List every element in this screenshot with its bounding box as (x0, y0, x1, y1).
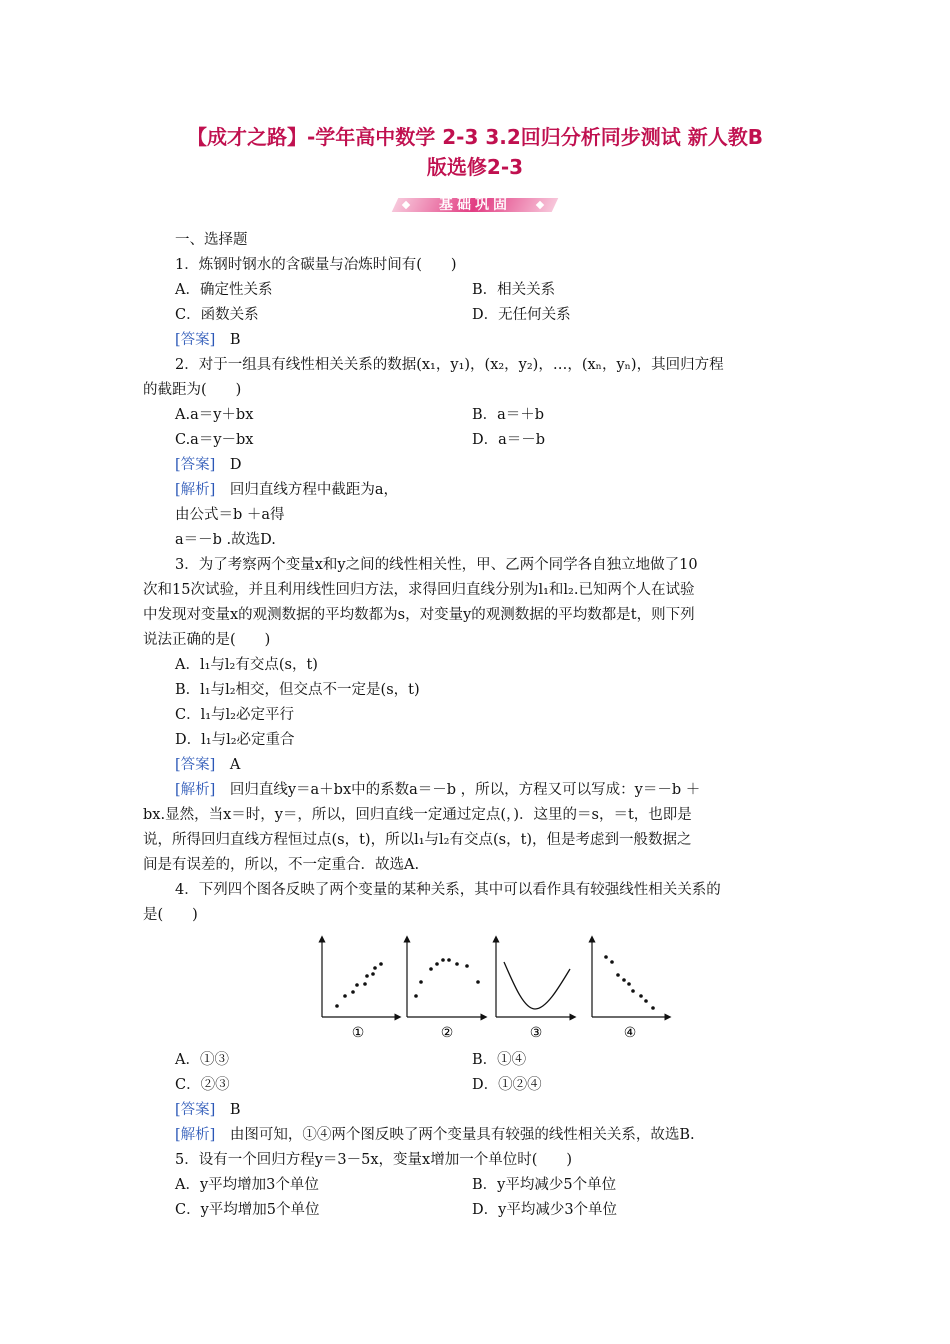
figure-1-point (379, 962, 383, 966)
figure-4-point (644, 999, 648, 1003)
q3-analysis-2: bx.显然，当x＝时，y＝，所以，回归直线一定通过定点(，)．这里的＝s，＝t，也即是 (143, 807, 692, 823)
q4-option-b: B．①④ (472, 1052, 527, 1068)
q4-figures (310, 935, 680, 1045)
q2-option-d: D．a＝－b (472, 432, 546, 448)
title-line-2: 版选修2-3 (426, 155, 524, 179)
q4-answer (175, 1100, 240, 1120)
q5-option-a: A．y平均增加3个单位 (175, 1177, 319, 1193)
figure-1-point (355, 983, 359, 987)
figure-4-label: ④ (623, 1025, 637, 1041)
q5-option-b: B．y平均减少5个单位 (472, 1177, 617, 1193)
figure-4-point (622, 978, 626, 982)
analysis-tag: [解析] (175, 782, 216, 798)
q3-option-d: D．l₁与l₂必定重合 (175, 732, 295, 748)
figure-2-point (429, 967, 433, 971)
q3-stem-3: 中发现对变量x的观测数据的平均数都为s，对变量y的观测数据的平均数都是t，则下列 (143, 607, 695, 623)
analysis-text: 由图可知，①④两个图反映了两个变量具有较强的线性相关关系，故选B. (229, 1127, 695, 1143)
figure-4-scatter-decreasing (592, 939, 668, 1041)
q1-option-d: D．无任何关系 (472, 307, 571, 323)
figure-1-scatter-increasing (322, 939, 398, 1041)
figure-3-label: ③ (529, 1025, 543, 1041)
q4-option-d: D．①②④ (472, 1077, 542, 1093)
q2-option-c: C.a＝y－bx (175, 432, 254, 448)
analysis-tag: [解析] (175, 1127, 216, 1143)
figure-4-point (639, 994, 643, 998)
figure-2-label: ② (440, 1025, 454, 1041)
section-banner (395, 194, 555, 216)
figure-4-point (604, 955, 608, 959)
answer-tag: [答案] (175, 332, 216, 348)
analysis-text: 回归直线方程中截距为a， (229, 482, 398, 498)
q4-option-c: C．②③ (175, 1077, 230, 1093)
q3-stem-2: 次和15次试验，并且利用线性回归方法，求得回归直线分别为l₁和l₂.已知两个人在试验 (143, 582, 695, 598)
answer-tag: [答案] (175, 457, 216, 473)
figure-1-point (351, 990, 355, 994)
q3-stem-1: 3．为了考察两个变量x和y之间的线性相关性，甲、乙两个同学各自独立地做了10 (175, 557, 698, 573)
document-title (120, 122, 830, 182)
figure-2-point (465, 964, 469, 968)
figure-1-point (363, 982, 367, 986)
answer-tag: [答案] (175, 757, 216, 773)
q5-option-d: D．y平均减少3个单位 (472, 1202, 618, 1218)
q2-analysis-2: 由公式＝b ＋a得 (175, 507, 285, 523)
figure-3-curve (504, 962, 570, 1009)
q5-stem: 5．设有一个回归方程y＝3－5x，变量x增加一个单位时( ) (175, 1152, 573, 1168)
q2-option-a: A.a＝y＋bx (175, 407, 254, 423)
q2-option-b: B．a＝＋b (472, 407, 545, 423)
q2-analysis-3: a＝－b .故选D. (175, 532, 276, 548)
q3-analysis-3: 说，所得回归直线方程恒过点(s，t)，所以l₁与l₂有交点(s，t)，但是考虑到一般数据之 (143, 832, 692, 848)
figure-3-parabola (496, 939, 573, 1041)
figure-2-scatter-arch (407, 939, 484, 1041)
q3-option-b: B．l₁与l₂相交，但交点不一定是(s，t) (175, 682, 420, 698)
q1-answer (175, 330, 240, 350)
answer-value: B (229, 1102, 241, 1118)
q3-analysis-1 (175, 780, 700, 800)
section-heading: 一、选择题 (175, 232, 248, 248)
q1-option-c: C．函数关系 (175, 307, 259, 323)
q3-option-a: A．l₁与l₂有交点(s，t) (175, 657, 318, 673)
q3-option-c: C．l₁与l₂必定平行 (175, 707, 294, 723)
q1-option-a: A．确定性关系 (175, 282, 273, 298)
q3-answer (175, 755, 240, 775)
q1-option-b: B．相关关系 (472, 282, 556, 298)
q1-stem: 1．炼钢时钢水的含碳量与冶炼时间有( ) (175, 257, 457, 273)
figure-4-point (616, 973, 620, 977)
figure-4-point (627, 982, 631, 986)
figure-2-point (476, 980, 480, 984)
figure-2-point (435, 962, 439, 966)
figure-4-point (610, 960, 614, 964)
figure-2-point (419, 980, 423, 984)
figure-1-point (373, 966, 377, 970)
figure-2-point (455, 962, 459, 966)
figure-1-point (335, 1004, 339, 1008)
answer-value: A (229, 757, 241, 773)
q4-analysis-1 (175, 1125, 695, 1145)
q2-analysis-1 (175, 480, 398, 500)
title-line-1: 【成才之路】-学年高中数学 2-3 3.2回归分析同步测试 新人教B (187, 125, 763, 149)
analysis-tag: [解析] (175, 482, 216, 498)
figure-2-point (447, 958, 451, 962)
q3-analysis-4: 间是有误差的，所以，不一定重合．故选A. (143, 857, 420, 873)
figure-2-point (414, 994, 418, 998)
q2-stem-2: 的截距为( ) (143, 382, 242, 398)
q4-stem-2: 是( ) (143, 907, 198, 923)
figure-1-point (343, 994, 347, 998)
answer-value: B (229, 332, 241, 348)
figure-4-point (631, 989, 635, 993)
q5-option-c: C．y平均增加5个单位 (175, 1202, 320, 1218)
figure-2-point (441, 958, 445, 962)
banner-label: 基础巩固 (439, 197, 511, 213)
answer-tag: [答案] (175, 1102, 216, 1118)
figure-1-point (365, 974, 369, 978)
q2-stem-1: 2．对于一组具有线性相关关系的数据(x₁，y₁)，(x₂，y₂)，…，(xₙ，yₙ)，其回归方程 (175, 357, 724, 373)
figure-1-label: ① (351, 1025, 365, 1041)
answer-value: D (229, 457, 242, 473)
figure-4-point (651, 1006, 655, 1010)
q4-option-a: A．①③ (175, 1052, 229, 1068)
analysis-text: 回归直线y＝a＋bx中的系数a＝－b ，所以，方程又可以写成：y＝－b ＋ (229, 782, 701, 798)
figure-1-point (371, 972, 375, 976)
q3-stem-4: 说法正确的是( ) (143, 632, 271, 648)
q2-answer (175, 455, 241, 475)
q4-stem-1: 4．下列四个图各反映了两个变量的某种关系，其中可以看作具有较强线性相关关系的 (175, 882, 721, 898)
